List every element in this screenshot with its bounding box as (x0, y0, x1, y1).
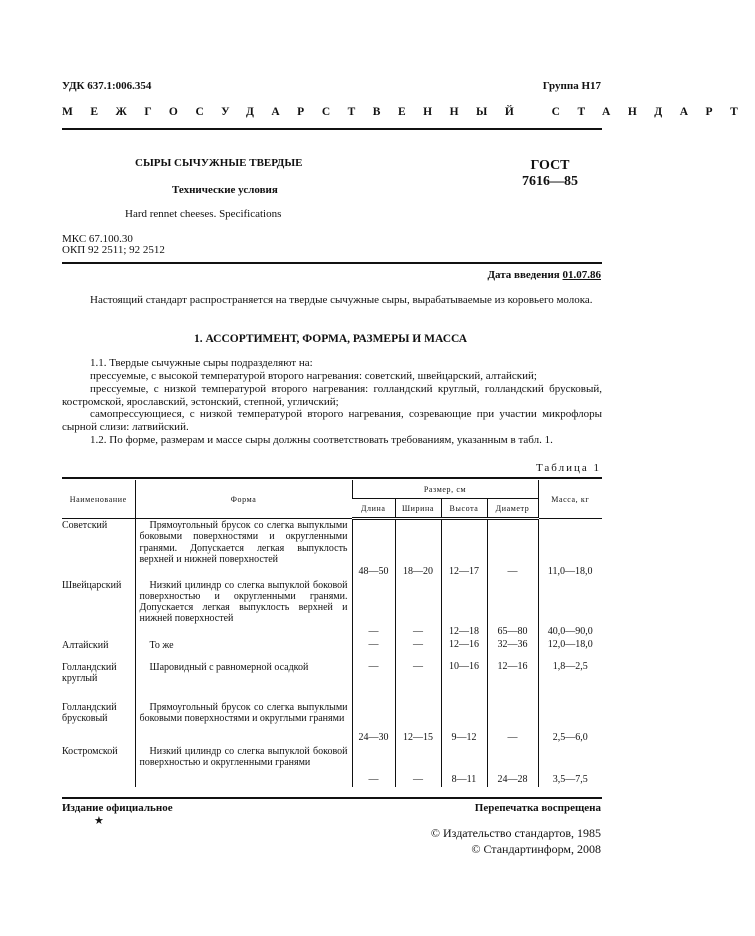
cell-length: — (352, 639, 395, 661)
table-row (62, 701, 602, 745)
table-row (62, 519, 602, 579)
form-text: Прямоугольный брусок со слегка выпуклыми боковыми поверхностями и округленными гранями. Допускается легкая выпуклость верхней и нижней поверхностей (139, 520, 348, 565)
paragraph: прессуемые, с низкой температурой второго нагревания: голландский круглый, голландский брусковый, костромской, ярославский, эстонский, степной, угличский; (62, 383, 602, 408)
cell-diameter: 65—80 (487, 579, 538, 639)
cell-form (135, 701, 352, 745)
cell-width: — (395, 661, 441, 701)
copyright-1: © Издательство стандартов, 1985 (430, 826, 601, 840)
cell-height: 12—18 (441, 579, 487, 639)
form-text: Низкий цилиндр со слегка выпуклой боковой поверхностью и округленными гранями. Допускается легкая выпуклость верхней и нижней поверхностей (139, 579, 348, 625)
intro-date-value: 01.07.86 (562, 269, 601, 281)
intro-date-label: Дата введения (487, 269, 560, 281)
udk-code: УДК 637.1:006.354 (62, 80, 152, 92)
header-length: Длина (352, 499, 395, 519)
cell-form (135, 579, 352, 639)
form-text: Прямоугольный брусок со слегка выпуклыми боковыми поверхностями и округлыми гранями (139, 701, 348, 724)
divider (62, 128, 602, 130)
cell-mass: 40,0—90,0 (538, 579, 602, 639)
cell-mass: 3,5—7,5 (538, 745, 602, 787)
cell-diameter: 24—28 (487, 745, 538, 787)
subtitle: Технические условия (172, 184, 278, 196)
mks-code: МКС 67.100.30 (62, 233, 133, 245)
cell-diameter: — (487, 701, 538, 745)
cell-width: 12—15 (395, 701, 441, 745)
cell-mass: 2,5—6,0 (538, 701, 602, 745)
cell-name: Швейцарский (62, 579, 122, 591)
cell-width: — (395, 745, 441, 787)
header-mass: Масса, кг (538, 480, 602, 519)
cell-length: 48—50 (352, 519, 395, 579)
divider (62, 262, 602, 264)
cell-mass: 11,0—18,0 (538, 519, 602, 579)
cell-diameter: — (487, 519, 538, 579)
cell-width: — (395, 579, 441, 639)
cell-name: Голландский круглый (62, 661, 117, 684)
paragraph: 1.2. По форме, размерам и массе сыры должны соответствовать требованиям, указанным в табл. 1. (90, 434, 553, 446)
header-diameter: Диаметр (487, 499, 538, 519)
standard-type: МЕЖГОСУДАРСТВЕННЫЙ СТАНДАРТ (62, 106, 755, 118)
cell-length: 24—30 (352, 701, 395, 745)
cell-width: 18—20 (395, 519, 441, 579)
cell-width: — (395, 639, 441, 661)
header-size: Размер, см (352, 480, 538, 499)
table-row (62, 661, 602, 701)
cheese-table (62, 480, 602, 787)
header-form: Форма (135, 480, 352, 519)
cell-name: Голландский брусковый (62, 701, 117, 724)
group-code: Группа Н17 (542, 80, 601, 92)
table-caption: Таблица 1 (535, 462, 601, 474)
cell-form (135, 661, 352, 701)
official-edition: Издание официальное (62, 802, 173, 814)
paragraph: самопрессующиеся, с низкой температурой второго нагревания, созревающие при участии микрофлоры сырной слизи: латвийский. (62, 408, 602, 433)
header-height: Высота (441, 499, 487, 519)
cell-height: 12—16 (441, 639, 487, 661)
intro-date (487, 269, 601, 281)
title-en: Hard rennet cheeses. Specifications (125, 208, 282, 220)
form-text: Низкий цилиндр со слегка выпуклой боковой поверхностью и округленными гранями (139, 745, 348, 768)
paragraph: 1.1. Твердые сычужные сыры подразделяют на: (90, 357, 313, 369)
cell-name: Алтайский (62, 639, 109, 651)
cell-height: 10—16 (441, 661, 487, 701)
cell-length: — (352, 745, 395, 787)
section-heading: 1. АССОРТИМЕНТ, ФОРМА, РАЗМЕРЫ И МАССА (193, 333, 468, 345)
cell-diameter: 12—16 (487, 661, 538, 701)
cell-mass: 1,8—2,5 (538, 661, 602, 701)
table-row (62, 639, 602, 661)
table-top-border (62, 477, 602, 479)
paragraph: прессуемые, с высокой температурой второго нагревания: советский, швейцарский, алтайский; (90, 370, 537, 382)
cell-length: — (352, 579, 395, 639)
header-name: Наименование (62, 480, 135, 519)
cell-form (135, 745, 352, 787)
title-ru: СЫРЫ СЫЧУЖНЫЕ ТВЕРДЫЕ (135, 157, 303, 169)
reprint-notice: Перепечатка воспрещена (474, 802, 601, 814)
table-row (62, 579, 602, 639)
copyright-2: © Стандартинформ, 2008 (471, 842, 601, 856)
cell-name: Советский (62, 520, 108, 531)
form-text: То же (149, 639, 174, 651)
star-icon: ★ (94, 815, 104, 827)
cell-height: 9—12 (441, 701, 487, 745)
intro-paragraph: Настоящий стандарт распространяется на твердые сычужные сыры, вырабатываемые из коровьего молока. (90, 294, 593, 306)
cell-length: — (352, 661, 395, 701)
table-row (62, 745, 602, 787)
form-text: Шаровидный с равномерной осадкой (149, 661, 309, 673)
cell-name: Костромской (62, 745, 118, 757)
cell-height: 12—17 (441, 519, 487, 579)
okp-code: ОКП 92 2511; 92 2512 (62, 244, 165, 256)
gost-number: 7616—85 (522, 174, 578, 189)
cell-form (135, 639, 352, 661)
cell-form (135, 519, 352, 579)
cell-diameter: 32—36 (487, 639, 538, 661)
gost-label: ГОСТ (530, 158, 570, 173)
divider (62, 797, 602, 799)
header-width: Ширина (395, 499, 441, 519)
cell-height: 8—11 (441, 745, 487, 787)
cell-mass: 12,0—18,0 (538, 639, 602, 661)
